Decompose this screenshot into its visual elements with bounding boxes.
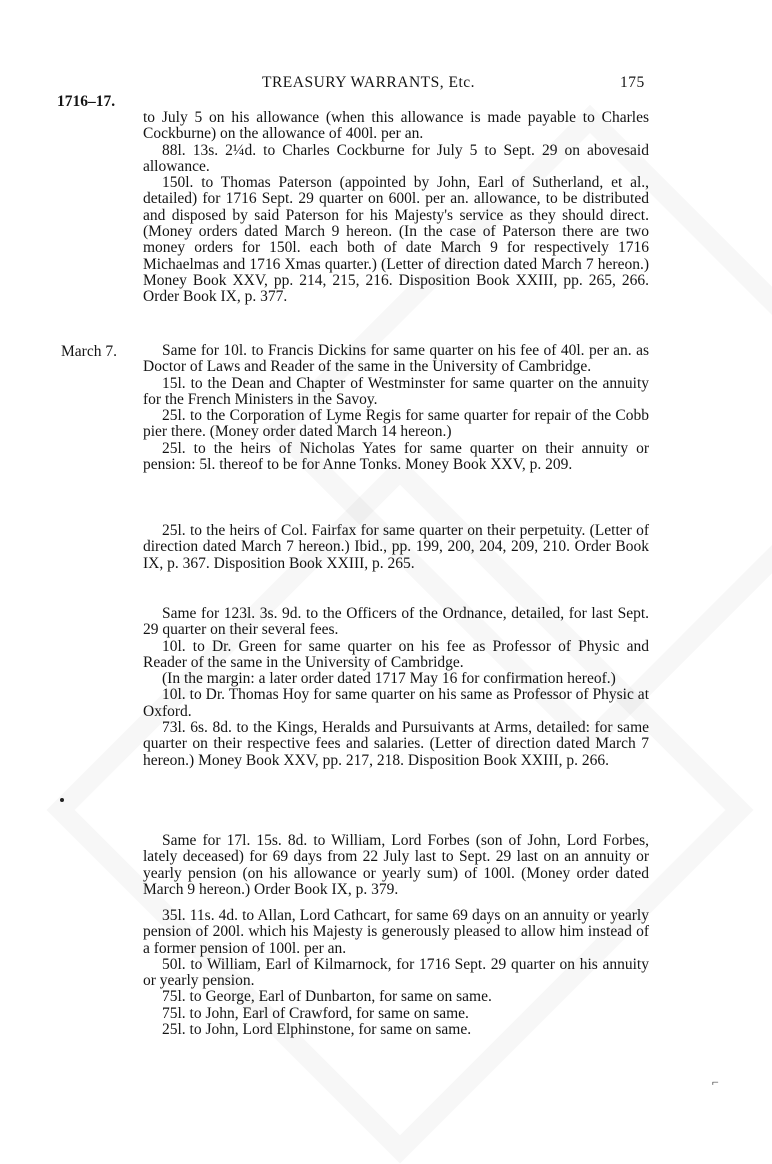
paragraph: 150l. to Thomas Paterson (appointed by John, Earl of Sutherland, et al., detailed) for 1716 Sept. 29 quarter on 600l. per an. allowance, to be distributed and disposed by said Paterson for his Majesty's service as they should direct. (Money orders dated March 9 hereon. (In the case of Paterson there are two money orders for 150l. each both of date March 9 for respectively 1716 Michaelmas and 1716 Xmas quarter.) (Letter of direction dated March 7 hereon.) Money Book XXV, pp. 214, 215, 216. Disposition Book XXIII, pp. 265, 266. Order Book IX, p. 377. — [143, 174, 649, 306]
paragraph: 10l. to Dr. Green for same quarter on his fee as Professor of Physic and Reader of the same in the University of Cambridge. — [143, 637, 649, 671]
paragraph: 35l. 11s. 4d. to Allan, Lord Cathcart, for same 69 days on an annuity or yearly pension of 200l. which his Majesty is generously pleased to allow him instead of a former pension of 100l. per an. — [143, 907, 649, 957]
paragraph: 25l. to John, Lord Elphinstone, for same on same. — [162, 1021, 472, 1039]
page-title: TREASURY WARRANTS, Etc. — [262, 74, 476, 91]
year-range: 1716–17. — [57, 93, 116, 110]
paragraph: Same for 17l. 15s. 8d. to William, Lord Forbes (son of John, Lord Forbes, lately deceased) for 69 days from 22 July last to Sept. 29 last on an annuity or yearly pension (on his allowance or yearly sum) of 100l. (Money order dated March 9 hereon.) Order Book IX, p. 379. — [143, 832, 649, 898]
paragraph: to July 5 on his allowance (when this allowance is made payable to Charles Cockburne) on the allowance of 400l. per an. — [143, 109, 649, 143]
paragraph: Same for 10l. to Francis Dickins for same quarter on his fee of 40l. per an. as Doctor of Laws and Reader of the same in the University of Cambridge. — [143, 342, 649, 376]
running-header — [0, 74, 772, 98]
paragraph: 50l. to William, Earl of Kilmarnock, for 1716 Sept. 29 quarter on his annuity or yearly pension. — [143, 955, 649, 990]
paragraph: 73l. 6s. 8d. to the Kings, Heralds and Pursuivants at Arms, detailed: for same quarter on their respective fees and salaries. (Letter of direction dated March 7 hereon.) Money Book XXV, pp. 217, 218. Disposition Book XXIII, p. 266. — [143, 719, 649, 769]
paragraph: 25l. to the heirs of Nicholas Yates for same quarter on their annuity or pension: 5l. thereof to be for Anne Tonks. Money Book XXV, p. 209. — [143, 439, 649, 474]
section-4 — [143, 606, 649, 769]
section-5 — [143, 833, 649, 898]
paragraph: 25l. to the Corporation of Lyme Regis for same quarter for repair of the Cobb pier there. (Money order dated March 14 hereon.) — [143, 407, 649, 441]
paragraph: 15l. to the Dean and Chapter of Westminster for same quarter on the annuity for the French Ministers in the Savoy. — [143, 374, 649, 408]
margin-date: March 7. — [61, 343, 117, 360]
paragraph: Same for 123l. 3s. 9d. to the Officers of the Ordnance, detailed, for last Sept. 29 quarter on their several fees. — [143, 605, 649, 639]
corner-mark: ⌐ — [712, 1075, 719, 1089]
paragraph: 75l. to John, Earl of Crawford, for same on same. — [162, 1004, 469, 1022]
section-6 — [143, 908, 649, 1038]
paragraph: 88l. 13s. 2¼d. to Charles Cockburne for July 5 to Sept. 29 on abovesaid allowance. — [143, 141, 649, 175]
stray-mark — [60, 798, 64, 802]
paragraph: (In the margin: a later order dated 1717 May 16 for confirmation hereof.) — [162, 670, 616, 688]
section-1 — [143, 110, 649, 306]
page-number: 175 — [620, 74, 645, 91]
paragraph: 25l. to the heirs of Col. Fairfax for same quarter on their perpetuity. (Letter of direction dated March 7 hereon.) Ibid., pp. 199, 200, 204, 209, 210. Order Book IX, p. 367. Disposition Book XXIII, p. 265. — [143, 522, 649, 572]
paragraph: 10l. to Dr. Thomas Hoy for same quarter on his same as Professor of Physic at Oxford. — [143, 686, 649, 720]
section-2 — [143, 343, 649, 473]
section-3 — [143, 523, 649, 572]
paragraph: 75l. to George, Earl of Dunbarton, for same on same. — [162, 988, 492, 1006]
